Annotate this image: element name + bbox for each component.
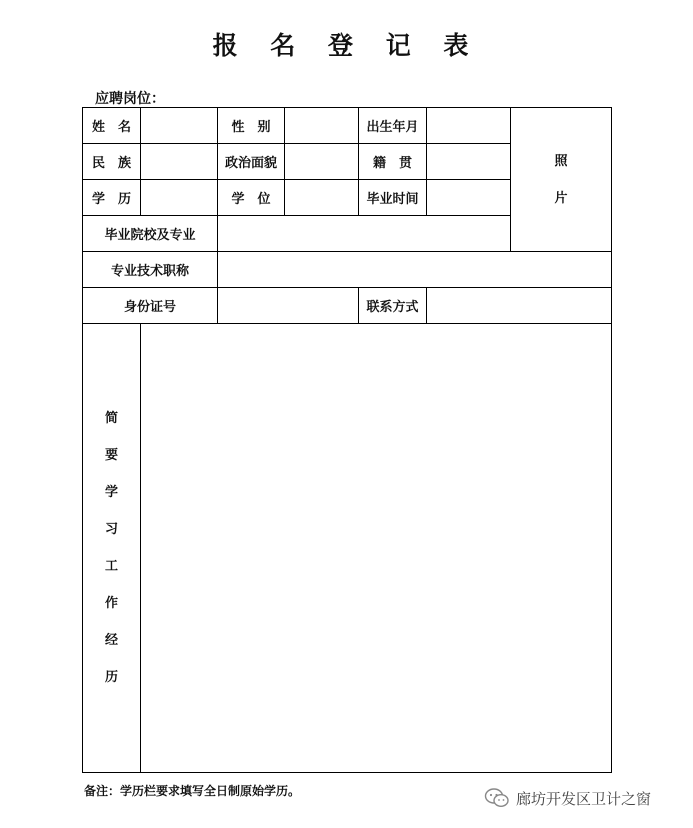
note-text: 备注：学历栏要求填写全日制原始学历。 — [84, 784, 301, 798]
education-field[interactable] — [141, 180, 218, 216]
resume-label-char: 经 — [104, 633, 118, 648]
resume-label-char: 要 — [104, 448, 118, 463]
resume-label-char: 历 — [104, 670, 118, 685]
resume-label-char: 工 — [104, 559, 118, 574]
watermark — [484, 786, 651, 810]
contact-field[interactable] — [427, 288, 612, 324]
resume-label-char: 习 — [104, 522, 118, 537]
school-major-label: 毕业院校及专业 — [83, 216, 218, 252]
graduation-time-label: 毕业时间 — [359, 180, 427, 216]
degree-label: 学 位 — [218, 180, 285, 216]
photo-box[interactable] — [511, 108, 612, 252]
id-number-field[interactable] — [218, 288, 359, 324]
school-major-field[interactable] — [218, 216, 511, 252]
watermark-text: 廊坊开发区卫计之窗 — [516, 789, 652, 808]
ethnicity-label: 民 族 — [83, 144, 141, 180]
birth-date-label: 出生年月 — [359, 108, 427, 144]
professional-title-label: 专业技术职称 — [83, 252, 218, 288]
registration-form-table — [82, 107, 612, 773]
degree-field[interactable] — [285, 180, 359, 216]
photo-label-2: 片 — [554, 190, 568, 206]
native-place-label: 籍 贯 — [359, 144, 427, 180]
form-title: 报 名 登 记 表 — [212, 31, 481, 60]
education-label: 学 历 — [83, 180, 141, 216]
name-field[interactable] — [141, 108, 218, 144]
id-number-label: 身份证号 — [83, 288, 218, 324]
gender-label: 性 别 — [218, 108, 285, 144]
political-status-field[interactable] — [285, 144, 359, 180]
political-status-label: 政治面貌 — [218, 144, 285, 180]
birth-date-field[interactable] — [427, 108, 511, 144]
resume-label-char: 简 — [104, 411, 118, 426]
name-label: 姓 名 — [83, 108, 141, 144]
applied-position-label: 应聘岗位： — [95, 91, 165, 107]
wechat-icon — [484, 787, 510, 809]
resume-label-char: 学 — [104, 485, 118, 500]
photo-label-1: 照 — [554, 153, 568, 169]
contact-label: 联系方式 — [359, 288, 427, 324]
graduation-time-field[interactable] — [427, 180, 511, 216]
native-place-field[interactable] — [427, 144, 511, 180]
resume-label — [83, 324, 141, 773]
resume-label-char: 作 — [104, 596, 118, 611]
resume-field[interactable] — [141, 324, 612, 773]
professional-title-field[interactable] — [218, 252, 612, 288]
ethnicity-field[interactable] — [141, 144, 218, 180]
gender-field[interactable] — [285, 108, 359, 144]
